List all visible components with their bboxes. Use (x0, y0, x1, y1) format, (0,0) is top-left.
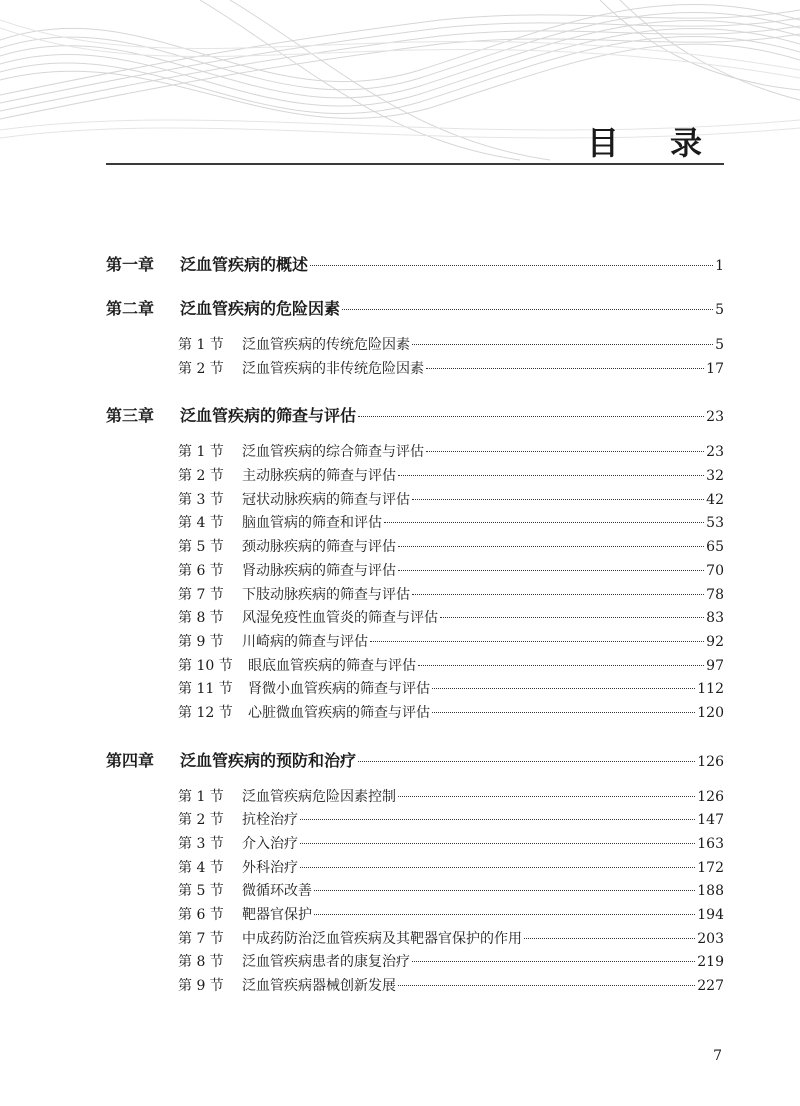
section-title: 肾动脉疾病的筛查与评估 (242, 562, 396, 579)
section-page-number: 203 (697, 930, 724, 947)
section-title: 下肢动脉疾病的筛查与评估 (242, 586, 410, 603)
section-page-number: 70 (706, 562, 724, 579)
leader-dots (412, 344, 713, 345)
toc-section-entry[interactable] (178, 358, 724, 382)
page-title: 目 录 (586, 124, 722, 162)
toc-section-entry[interactable] (178, 536, 724, 560)
leader-dots (358, 416, 704, 417)
toc-section-entry[interactable] (178, 702, 724, 726)
section-number: 第 4 节 (178, 859, 224, 876)
toc-section-entry[interactable] (178, 334, 724, 358)
section-page-number: 53 (706, 515, 724, 532)
section-number: 第 5 节 (178, 539, 224, 556)
leader-dots (412, 499, 704, 500)
section-title: 泛血管疾病的非传统危险因素 (242, 360, 424, 377)
toc-section-entry[interactable] (178, 655, 724, 679)
section-number: 第 2 节 (178, 812, 224, 829)
leader-dots (426, 451, 704, 452)
section-page-number: 147 (697, 812, 724, 829)
section-page-number: 219 (697, 954, 724, 971)
toc-chapter-group (106, 748, 724, 999)
leader-dots (418, 665, 704, 666)
section-title: 风湿免疫性血管炎的筛查与评估 (242, 610, 438, 627)
toc-section-entry[interactable] (178, 512, 724, 536)
chapter-number: 第一章 (106, 255, 155, 274)
chapter-number: 第二章 (106, 299, 155, 318)
leader-dots (440, 617, 704, 618)
section-page-number: 78 (706, 586, 724, 603)
section-page-number: 120 (697, 704, 724, 721)
section-title: 肾微小血管疾病的筛查与评估 (248, 681, 430, 698)
toc-chapter-entry[interactable] (106, 252, 724, 276)
section-page-number: 188 (697, 883, 724, 900)
chapter-title: 泛血管疾病的概述 (180, 255, 309, 274)
section-number: 第 2 节 (178, 360, 224, 377)
toc-chapter-entry[interactable] (106, 748, 724, 772)
section-number: 第 8 节 (178, 954, 224, 971)
section-page-number: 42 (706, 491, 724, 508)
section-page-number: 17 (706, 360, 724, 377)
section-page-number: 112 (697, 681, 724, 698)
section-title: 靶器官保护 (242, 907, 312, 924)
leader-dots (300, 867, 695, 868)
toc-section-entry[interactable] (178, 489, 724, 513)
toc-section-entry[interactable] (178, 678, 724, 702)
section-title: 外科治疗 (242, 859, 298, 876)
toc-section-entry[interactable] (178, 928, 724, 952)
title-divider (106, 163, 724, 165)
section-page-number: 126 (697, 788, 724, 805)
leader-dots (412, 594, 704, 595)
section-title: 主动脉疾病的筛查与评估 (242, 468, 396, 485)
section-page-number: 23 (706, 444, 724, 461)
section-title: 心脏微血管疾病的筛查与评估 (248, 704, 430, 721)
section-title: 眼底血管疾病的筛查与评估 (248, 657, 416, 674)
leader-dots (300, 819, 695, 820)
leader-dots (370, 641, 704, 642)
toc-chapter-entry[interactable] (106, 403, 724, 427)
leader-dots (314, 914, 695, 915)
leader-dots (384, 522, 704, 523)
leader-dots (398, 546, 704, 547)
section-number: 第 12 节 (178, 704, 233, 721)
section-page-number: 194 (697, 907, 724, 924)
toc-section-entry[interactable] (178, 584, 724, 608)
leader-dots (300, 843, 695, 844)
toc-section-entry[interactable] (178, 786, 724, 810)
chapter-page-number: 23 (706, 409, 724, 426)
section-title: 泛血管疾病危险因素控制 (242, 788, 396, 805)
toc-section-entry[interactable] (178, 951, 724, 975)
section-title: 脑血管病的筛查和评估 (242, 515, 382, 532)
section-title: 泛血管疾病患者的康复治疗 (242, 954, 410, 971)
toc-section-entry[interactable] (178, 857, 724, 881)
toc-section-entry[interactable] (178, 560, 724, 584)
section-page-number: 172 (697, 859, 724, 876)
section-number: 第 1 节 (178, 444, 224, 461)
section-page-number: 65 (706, 539, 724, 556)
leader-dots (398, 570, 704, 571)
section-number: 第 2 节 (178, 468, 224, 485)
section-number: 第 6 节 (178, 562, 224, 579)
leader-dots (524, 938, 695, 939)
section-number: 第 11 节 (178, 681, 233, 698)
leader-dots (398, 475, 704, 476)
section-title: 介入治疗 (242, 836, 298, 852)
section-page-number: 97 (706, 657, 724, 674)
chapter-title: 泛血管疾病的筛查与评估 (180, 406, 357, 426)
section-number: 第 10 节 (178, 657, 233, 674)
section-title: 抗栓治疗 (242, 812, 298, 829)
section-number: 第 9 节 (178, 633, 224, 650)
section-title: 冠状动脉疾病的筛查与评估 (242, 491, 410, 508)
section-title: 中成药防治泛血管疾病及其靶器官保护的作用 (242, 930, 522, 947)
section-title: 川崎病的筛查与评估 (242, 633, 368, 650)
section-number: 第 8 节 (178, 610, 224, 627)
section-title: 泛血管疾病器械创新发展 (242, 978, 396, 995)
leader-dots (398, 796, 695, 797)
toc-section-entry[interactable] (178, 441, 724, 465)
section-number: 第 1 节 (178, 788, 224, 805)
section-number: 第 7 节 (178, 930, 224, 947)
chapter-number: 第四章 (106, 750, 155, 770)
leader-dots (310, 265, 713, 266)
toc-section-entry[interactable] (178, 880, 724, 904)
leader-dots (432, 712, 695, 713)
section-title: 泛血管疾病的传统危险因素 (242, 337, 410, 353)
section-number: 第 4 节 (178, 515, 224, 532)
section-title: 泛血管疾病的综合筛查与评估 (242, 444, 424, 461)
toc-section-entry[interactable] (178, 904, 724, 928)
section-number: 第 6 节 (178, 907, 224, 924)
page-number: 7 (713, 1048, 722, 1064)
leader-dots (426, 368, 704, 369)
toc-chapter-group (106, 252, 724, 276)
section-title: 颈动脉疾病的筛查与评估 (242, 539, 396, 556)
section-page-number: 83 (706, 610, 724, 627)
toc-section-entry[interactable] (178, 465, 724, 489)
section-page-number: 163 (697, 836, 724, 852)
section-number: 第 7 节 (178, 586, 224, 603)
section-title: 微循环改善 (242, 883, 312, 900)
leader-dots (342, 309, 713, 310)
chapter-page-number: 126 (697, 753, 724, 770)
section-page-number: 5 (715, 337, 724, 353)
chapter-title: 泛血管疾病的危险因素 (180, 299, 341, 318)
leader-dots (358, 761, 695, 762)
toc-chapter-group (106, 403, 724, 725)
section-page-number: 92 (706, 633, 724, 650)
toc-chapter-entry[interactable] (106, 296, 724, 320)
table-of-contents (106, 252, 724, 1021)
chapter-number: 第三章 (106, 406, 155, 426)
leader-dots (314, 890, 695, 891)
chapter-page-number: 5 (715, 302, 724, 318)
section-page-number: 227 (697, 978, 724, 995)
toc-section-entry[interactable] (178, 631, 724, 655)
leader-dots (412, 961, 695, 962)
toc-section-entry[interactable] (178, 833, 724, 857)
section-number: 第 9 节 (178, 978, 224, 995)
toc-section-entry[interactable] (178, 809, 724, 833)
leader-dots (432, 688, 695, 689)
section-number: 第 5 节 (178, 883, 224, 900)
section-number: 第 3 节 (178, 491, 224, 508)
chapter-title: 泛血管疾病的预防和治疗 (180, 750, 357, 770)
section-page-number: 32 (706, 468, 724, 485)
chapter-page-number: 1 (715, 258, 724, 274)
toc-chapter-group (106, 296, 724, 381)
leader-dots (398, 985, 695, 986)
toc-section-entry[interactable] (178, 607, 724, 631)
toc-section-entry[interactable] (178, 975, 724, 999)
section-number: 第 1 节 (178, 337, 224, 353)
section-number: 第 3 节 (178, 836, 224, 852)
